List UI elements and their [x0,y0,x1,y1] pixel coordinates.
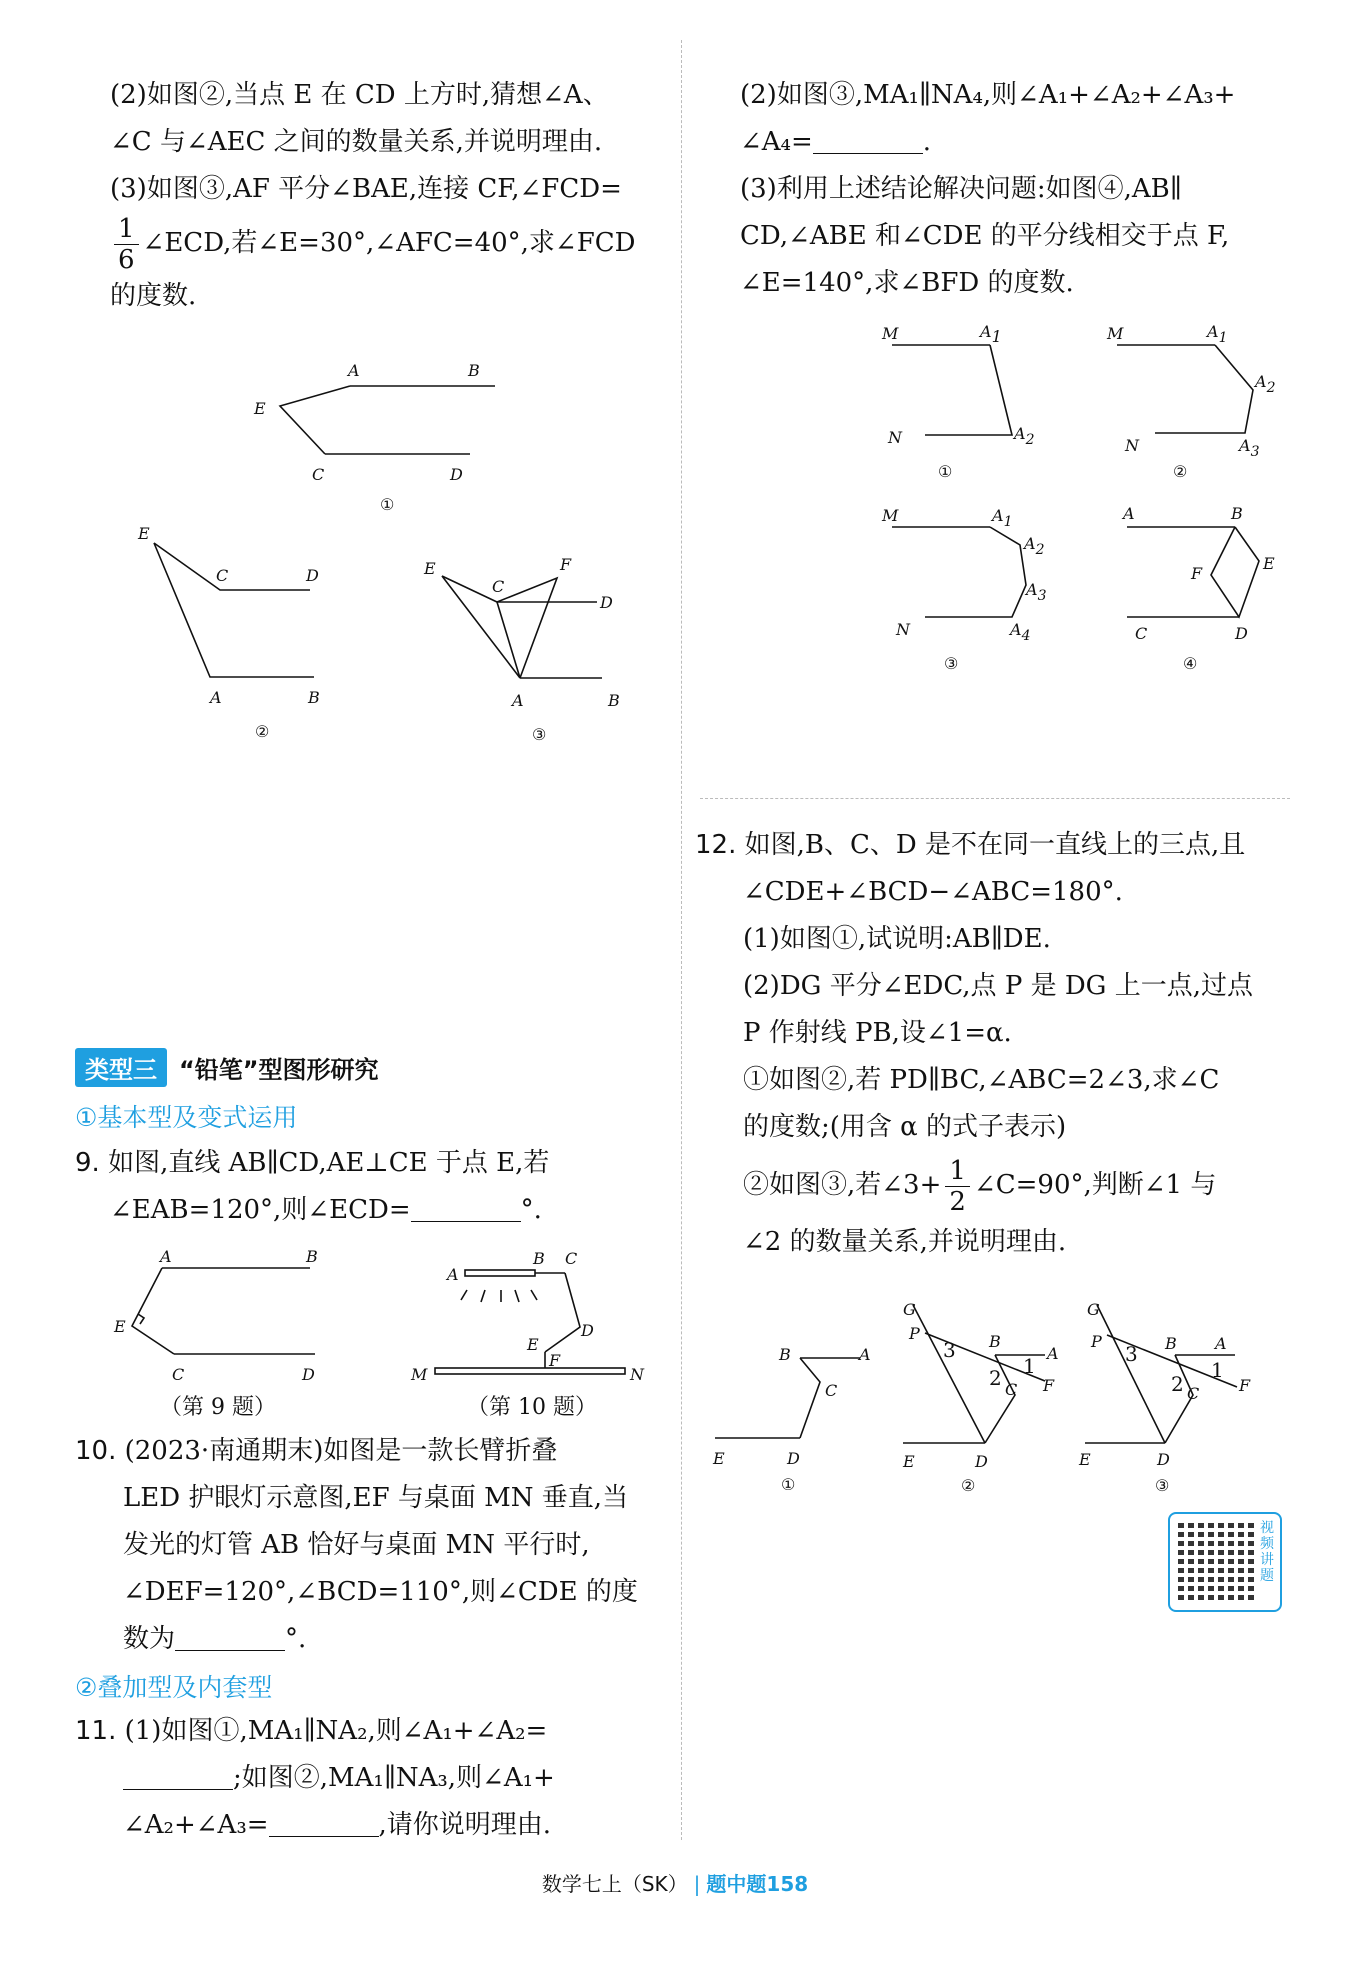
label-C: C [825,1381,838,1400]
label-F: F [560,555,572,574]
q10-line3: 发光的灯管 AB 恰好与桌面 MN 平行时, [123,1530,590,1560]
label-A1: A1 [1207,322,1228,346]
q9-tail: °. [520,1195,542,1225]
angle-2: 2 [1171,1372,1184,1396]
label-B: B [308,688,320,707]
label-A: A [512,691,524,710]
q12-line3: (1)如图①,试说明:AB∥DE. [743,924,1051,954]
q12-line5: P 作射线 PB,设∠1=α. [743,1018,1012,1048]
label-A4: A4 [1010,620,1031,644]
column-divider [681,40,682,1840]
label-P: P [1091,1332,1102,1351]
section-divider [700,798,1290,799]
label-N: N [896,620,910,639]
answer-blank[interactable] [123,1765,233,1790]
light-ray [515,1290,519,1302]
q9-line2: ∠EAB=120°,则∠ECD= [110,1195,411,1225]
q-part2-line1: (2)如图②,当点 E 在 CD 上方时,猜想∠A、 [110,80,609,110]
label-A1: A1 [992,506,1013,530]
label-B: B [1165,1334,1177,1353]
qr-label: 视频讲题 [1260,1520,1274,1584]
light-ray [461,1290,467,1300]
label-A: A [447,1265,459,1284]
label-C: C [565,1249,578,1268]
figure-number: ④ [1183,654,1198,673]
footer-brand: 题中题 [706,1872,767,1896]
line-A1-A2-A3-N [1155,345,1253,433]
label-F: F [1191,564,1203,583]
q10-line1: (2023·南通期末)如图是一款长臂折叠 [124,1436,558,1466]
label-A1: A1 [980,322,1002,346]
figure-q10 [405,1242,665,1422]
angle-1: 1 [1211,1358,1224,1382]
question-number: 11. [75,1716,117,1746]
q-part2-line2: ∠C 与∠AEC 之间的数量关系,并说明理由. [110,127,603,157]
line-GD [913,1305,985,1443]
angle-1: 1 [1023,1354,1036,1378]
label-M: M [882,506,899,525]
line-AEC [280,386,350,454]
footer-subject: 数学七上（SK） [541,1872,688,1896]
figure-q9 [110,1242,340,1422]
figure-q12-3 [1075,1295,1265,1495]
right-angle-mark [138,1314,144,1324]
q10-line5: 数为 [123,1624,176,1654]
label-A: A [348,361,360,380]
q12-line8-tail: ∠C=90°,判断∠1 与 [973,1170,1217,1200]
q-part3-text: ∠ECD,若∠E=30°,∠AFC=40°,求∠FCD [142,228,636,258]
label-A: A [859,1345,871,1364]
label-A: A [1047,1344,1059,1363]
label-M: M [1107,324,1124,343]
label-E: E [713,1449,725,1468]
label-D: D [1235,624,1248,643]
lamp-tube [465,1270,535,1276]
footer-separator: | [693,1872,701,1896]
figure-caption: （第 9 题） [160,1395,276,1420]
q11-part3-line2: CD,∠ABE 和∠CDE 的平分线相交于点 F, [740,221,1230,251]
answer-blank[interactable] [411,1197,521,1222]
label-C: C [216,566,229,585]
label-E: E [1263,554,1275,573]
label-E: E [903,1452,915,1471]
question-number: 10. [75,1436,117,1466]
label-D: D [600,593,613,612]
label-E: E [254,399,266,418]
label-D: D [302,1365,315,1384]
label-E: E [424,559,436,578]
page-number: 158 [766,1872,809,1896]
q-part3-line3: 的度数. [110,281,197,311]
label-A2: A2 [1255,372,1276,396]
figure-left-3 [412,540,652,750]
light-ray [481,1290,485,1302]
section-header [75,1048,379,1087]
question-12 [695,822,1285,1266]
figure-number: ① [781,1475,796,1490]
figure-number: ③ [944,654,959,673]
label-A2: A2 [1024,534,1045,558]
line-C-F-A [497,578,557,678]
figure-number: ② [961,1476,976,1495]
right-column: (2)如图③,MA₁∥NA₄,则∠A₁+∠A₂+∠A₃+ ∠A₄= . (3)利用上述结论解决问题:如图④,AB∥ CD,∠ABE 和∠CDE 的平分线相交于点 F, ∠E=140°,求∠BFD 的度数. [705,72,1285,307]
label-N: N [1125,436,1139,455]
answer-blank[interactable] [813,129,923,154]
line-AEC [132,1268,174,1354]
label-A: A [160,1247,172,1266]
line-B-E-D-F [1211,527,1259,617]
fraction-denominator: 2 [949,1186,966,1217]
q10-line2: LED 护眼灯示意图,EF 与桌面 MN 垂直,当 [123,1483,629,1513]
light-ray [531,1290,537,1300]
figure-caption: （第 10 题） [467,1395,597,1420]
q12-line2: ∠CDE+∠BCD−∠ABC=180°. [743,877,1123,907]
line-A1-A2-N [925,345,1012,435]
label-D: D [306,566,319,585]
q12-line6: ①如图②,若 PD∥BC,∠ABC=2∠3,求∠C [743,1065,1220,1095]
q12-line7: 的度数;(用含 α 的式子表示) [743,1112,1067,1142]
label-D: D [450,465,463,484]
label-B: B [468,361,480,380]
label-C: C [1187,1384,1200,1403]
label-G: G [903,1300,916,1319]
label-D: D [1157,1450,1170,1469]
desk-MN [435,1368,625,1374]
fraction [945,1156,970,1217]
q12-line8: ②如图③,若∠3+ [743,1170,942,1200]
section-tag: 类型三 [75,1048,167,1087]
label-E: E [1079,1450,1091,1469]
question-11 [75,1708,665,1849]
label-E: E [527,1335,539,1354]
figure-number: ② [1173,462,1188,481]
label-C: C [172,1365,185,1384]
figure-q12-1 [705,1330,885,1490]
label-B: B [1231,504,1243,523]
q11-part3-line3: ∠E=140°,求∠BFD 的度数. [740,268,1074,298]
label-B: B [306,1247,318,1266]
label-B: B [533,1249,545,1268]
answer-blank[interactable] [269,1812,379,1837]
line-ECD [154,543,310,590]
label-A3: A3 [1239,436,1260,460]
q11-line2: ;如图②,MA₁∥NA₃,则∠A₁+ [233,1763,555,1793]
figure-number-2: ② [255,722,270,741]
fraction-numerator: 1 [114,214,139,245]
q-part3-line1: (3)如图③,AF 平分∠BAE,连接 CF,∠FCD= [110,174,622,204]
line-GD [1097,1305,1165,1443]
q11-line3: ∠A₂+∠A₃= [123,1810,269,1840]
label-D: D [581,1321,594,1340]
question-9 [75,1140,665,1234]
q12-line1: 如图,B、C、D 是不在同一直线上的三点,且 [744,830,1246,860]
label-N: N [888,428,902,447]
label-B: B [989,1332,1001,1351]
label-E: E [114,1317,126,1336]
q11-line3-tail: ,请你说明理由. [378,1810,552,1840]
arm-CDE [545,1273,580,1352]
question-number: 9. [75,1148,100,1178]
label-A: A [1123,504,1135,523]
answer-blank[interactable] [175,1626,285,1651]
fraction-denominator: 6 [118,244,135,275]
fraction [114,214,139,275]
figure-q11-3 [880,495,1060,680]
figure-q11-2 [1105,315,1290,490]
line-EC [442,576,497,602]
q9-line1: 如图,直线 AB∥CD,AE⊥CE 于点 E,若 [108,1148,550,1178]
figure-q12-2 [895,1295,1075,1495]
q11-part2-line1: (2)如图③,MA₁∥NA₄,则∠A₁+∠A₂+∠A₃+ [740,80,1236,110]
line-A1-A4-N [925,527,1026,617]
label-F: F [1239,1376,1251,1395]
section-title: “铅笔”型图形研究 [179,1056,379,1084]
angle-3: 3 [943,1338,956,1362]
label-F: F [1043,1376,1055,1395]
q10-tail: °. [285,1624,307,1654]
q11-line1: (1)如图①,MA₁∥NA₂,则∠A₁+∠A₂= [124,1716,548,1746]
subsection-2: ②叠加型及内套型 [75,1673,273,1702]
q11-part2-line2: ∠A₄= [740,127,813,157]
qr-pattern [1178,1520,1258,1600]
figure-q11-1 [880,315,1060,490]
figure-number-1: ① [380,495,395,514]
question-10 [75,1428,665,1663]
figure-left-2 [130,515,350,745]
label-C: C [1135,624,1148,643]
label-E: E [138,524,150,543]
label-C: C [1005,1380,1018,1399]
label-C: C [312,465,325,484]
label-F: F [549,1351,561,1370]
label-G: G [1087,1300,1100,1319]
page-footer [0,1868,1350,1897]
qr-code[interactable] [1168,1512,1282,1612]
q11-part3-line1: (3)利用上述结论解决问题:如图④,AB∥ [740,174,1182,204]
label-A: A [210,688,222,707]
figure-q11-4 [1115,495,1290,680]
q-part3-line2 [75,213,665,273]
q12-line9: ∠2 的数量关系,并说明理由. [743,1227,1067,1257]
angle-3: 3 [1125,1342,1138,1366]
label-M: M [882,324,899,343]
label-A: A [1215,1334,1227,1353]
figure-left-1 [240,350,520,520]
label-D: D [787,1449,800,1468]
line-E-A-C [442,576,520,678]
label-B: B [608,691,620,710]
label-A2: A2 [1014,424,1035,448]
label-C: C [492,577,505,596]
subsection-1: ①基本型及变式运用 [75,1103,298,1132]
figure-number: ③ [1155,1476,1170,1495]
fraction-numerator: 1 [945,1156,970,1187]
q12-line4: (2)DG 平分∠EDC,点 P 是 DG 上一点,过点 [743,971,1253,1001]
angle-2: 2 [989,1366,1002,1390]
q10-line4: ∠DEF=120°,∠BCD=110°,则∠CDE 的度 [123,1577,638,1607]
label-D: D [975,1452,988,1471]
label-N: N [630,1365,644,1384]
label-M: M [411,1365,428,1384]
line-EAB [154,543,314,677]
figure-number-3: ③ [532,725,547,744]
label-B: B [779,1345,791,1364]
label-A3: A3 [1026,580,1047,604]
label-P: P [909,1324,920,1343]
line-B-C-D [800,1358,820,1438]
figure-number: ① [938,462,953,481]
left-column [75,72,665,320]
question-number: 12. [695,830,737,860]
